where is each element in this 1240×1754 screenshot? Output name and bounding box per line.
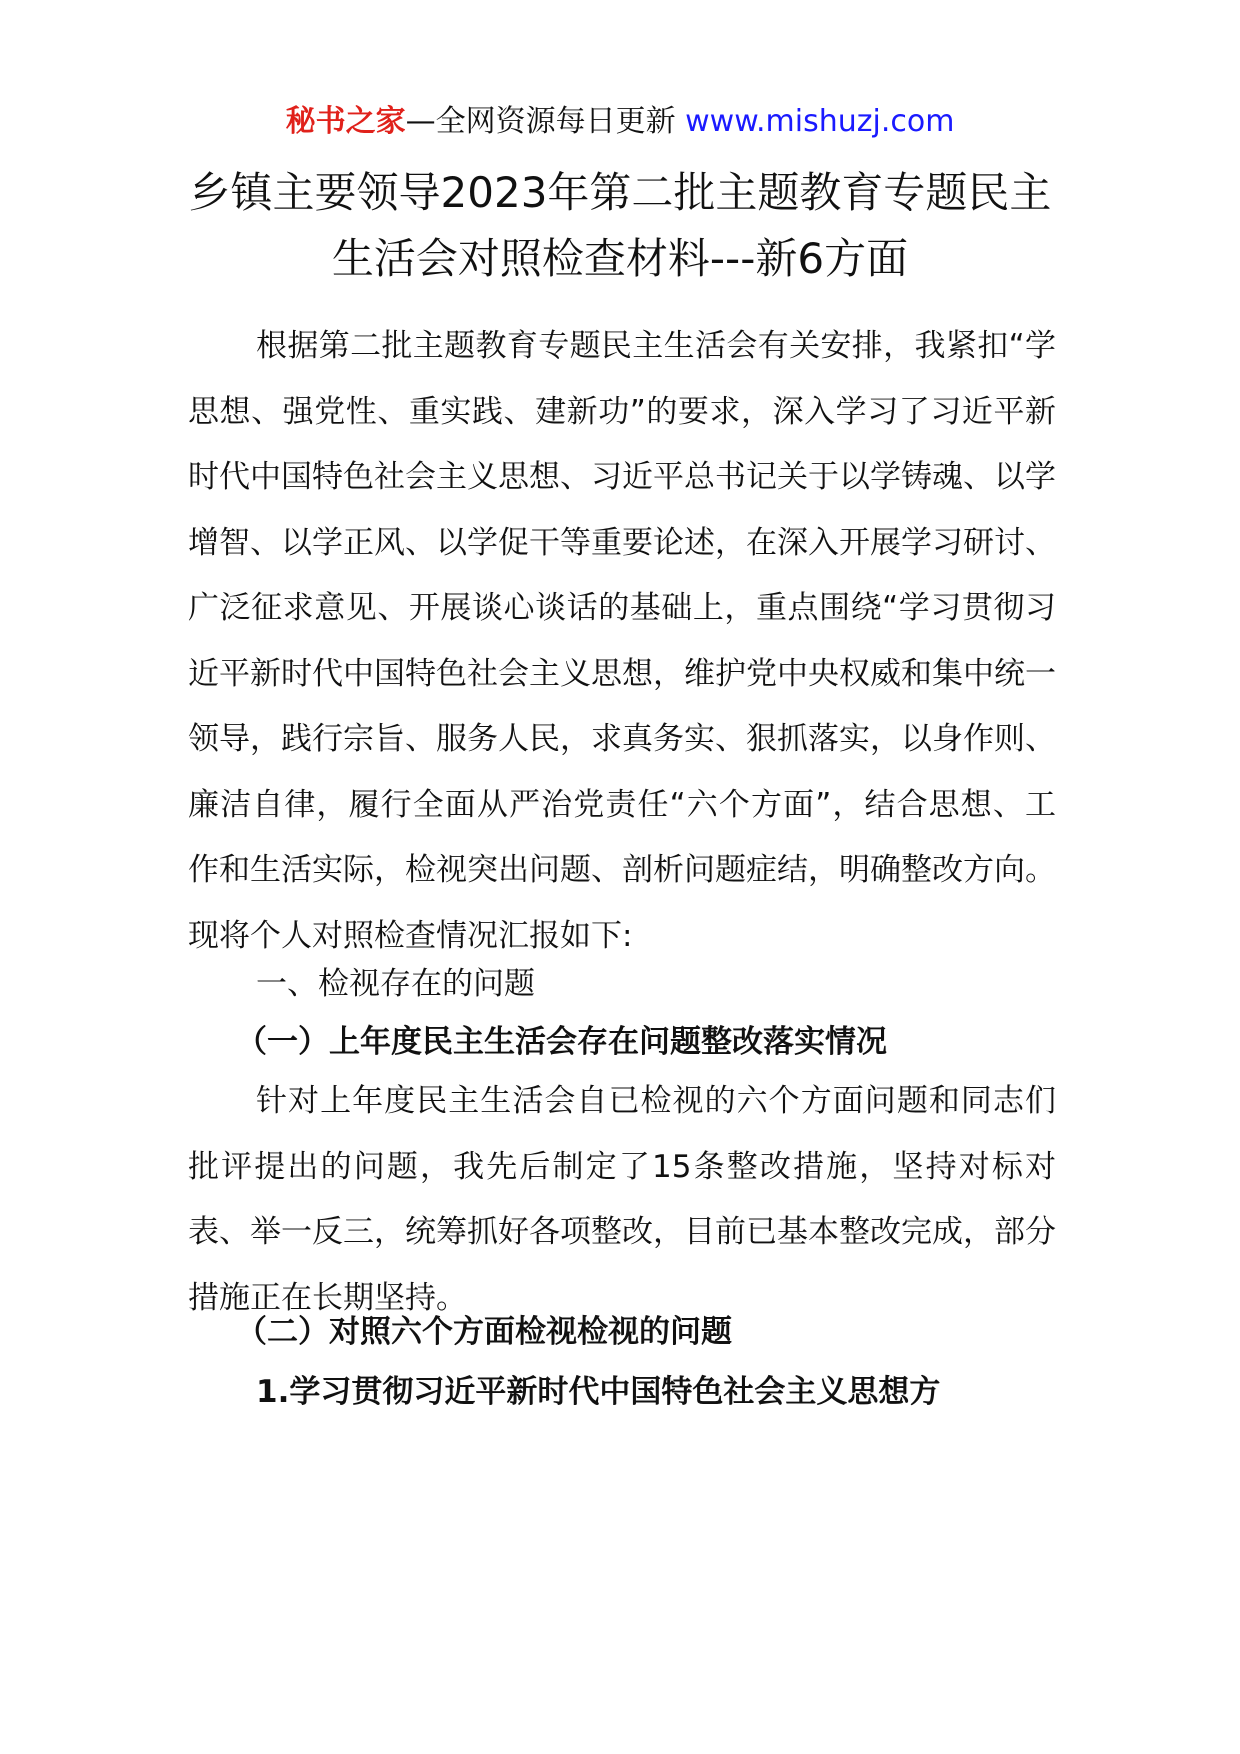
header-tagline: —全网资源每日更新	[405, 104, 686, 139]
subsection-heading-2: （二）对照六个方面检视检视的问题	[236, 1314, 732, 1350]
site-url-link[interactable]: www.mishuzj.com	[685, 104, 955, 139]
document-title	[0, 160, 1240, 292]
item-heading-1: 1.学习贯彻习近平新时代中国特色社会主义思想方	[256, 1374, 941, 1410]
intro-paragraph: 根据第二批主题教育专题民主生活会有关安排，我紧扣“学思想、强党性、重实践、建新功”的要求，深入学习了习近平新时代中国特色社会主义思想、习近平总书记关于以学铸魂、以学增智、以学正风、以学促干等重要论述，在深入开展学习研讨、广泛征求意见、开展谈心谈话的基础上，重点围绕“学习贯彻习近平新时代中国特色社会主义思想，维护党中央权威和集中统一领导，践行宗旨、服务人民，求真务实、狠抓落实，以身作则、廉洁自律，履行全面从严治党责任“六个方面”，结合思想、工作和生活实际，检视突出问题、剖析问题症结，明确整改方向。现将个人对照检查情况汇报如下:	[188, 328, 1056, 954]
title-line-1: 乡镇主要领导2023年第二批主题教育专题民主	[188, 168, 1052, 217]
title-line-2: 生活会对照检查材料---新6方面	[331, 234, 909, 283]
subsection-heading-1: （一）上年度民主生活会存在问题整改落实情况	[236, 1024, 887, 1060]
site-header	[0, 100, 1240, 144]
subsection-1-body: 针对上年度民主生活会自已检视的六个方面问题和同志们批评提出的问题，我先后制定了15条整改措施，坚持对标对表、举一反三，统筹抓好各项整改，目前已基本整改完成，部分措施正在长期坚持。	[188, 1083, 1056, 1316]
section-heading-1: 一、检视存在的问题	[256, 966, 535, 1002]
brand-name: 秘书之家	[285, 104, 406, 139]
